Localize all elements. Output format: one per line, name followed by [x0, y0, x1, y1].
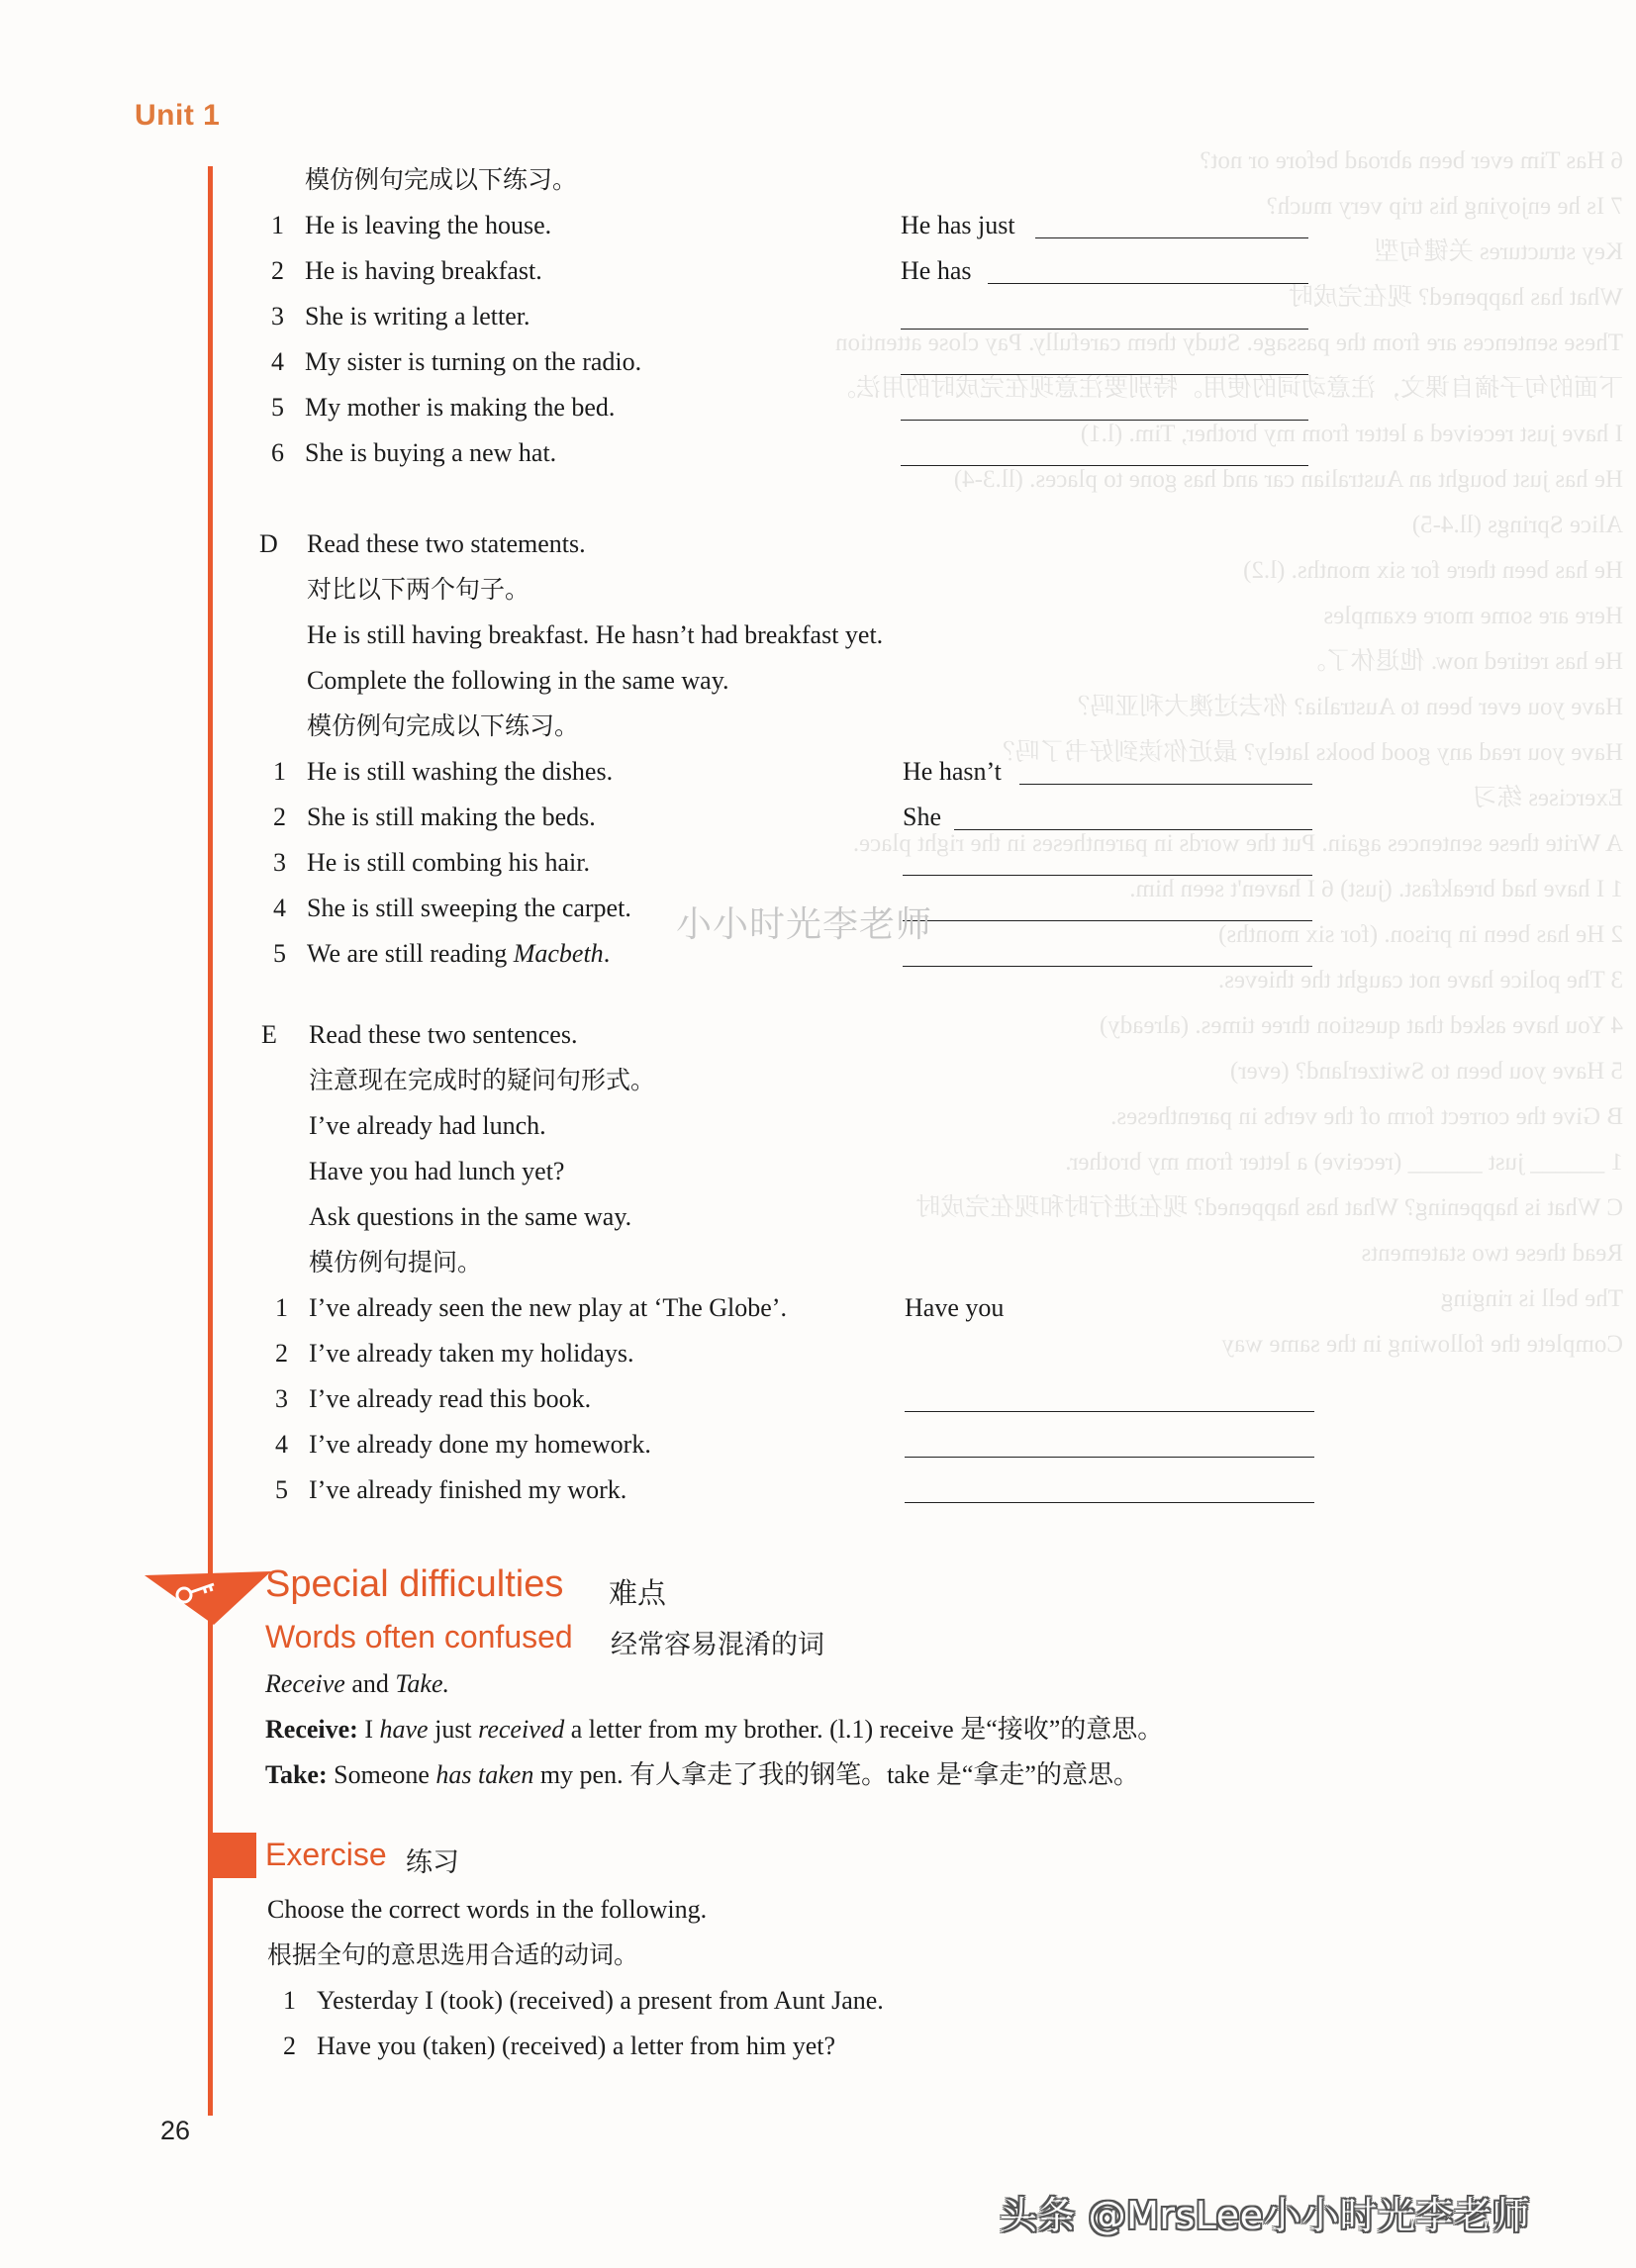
section-letter: E — [261, 1020, 277, 1049]
item-number: 1 — [275, 1293, 288, 1322]
watermark: 小小时光李老师 — [676, 904, 933, 945]
item-text: My mother is making the bed. — [305, 393, 616, 422]
exercise-marker — [211, 1833, 256, 1878]
words-confused-title-cn: 经常容易混淆的词 — [611, 1630, 824, 1660]
item-text-italic: Macbeth — [513, 939, 604, 968]
item-text: She is buying a new hat. — [305, 438, 557, 467]
key-icon — [144, 1565, 271, 1629]
item-text: Yesterday I (took) (received) a present from Aunt Jane. — [317, 1986, 884, 2015]
item-number: 2 — [275, 1339, 288, 1368]
word-a: Receive — [265, 1669, 345, 1698]
answer-blank[interactable] — [901, 374, 1308, 375]
item-number: 1 — [273, 757, 286, 786]
answer-prefix: He has just — [901, 211, 1015, 239]
receive-explanation — [265, 1714, 1163, 1746]
receive-part: a letter from my brother. (l.1) receive 是“接收”的意思。 — [564, 1715, 1164, 1744]
receive-part: I — [357, 1715, 380, 1744]
item-number: 6 — [271, 438, 284, 467]
section-e-line-6: 模仿例句提问。 — [309, 1248, 483, 1276]
item-text: He is still combing his hair. — [307, 848, 590, 877]
item-text: She is writing a letter. — [305, 302, 530, 331]
item-text: He is still washing the dishes. — [307, 757, 614, 786]
receive-part: have — [379, 1715, 429, 1744]
exercise-line-1: Choose the correct words in the following. — [267, 1895, 708, 1924]
item-number: 2 — [273, 803, 286, 831]
section-e-example-2: Have you had lunch yet? — [309, 1157, 565, 1185]
take-label: Take: — [265, 1760, 328, 1789]
exercise-title: Exercise — [265, 1837, 387, 1872]
words-confused-title: Words often confused — [265, 1619, 573, 1654]
answer-blank[interactable] — [1019, 784, 1312, 785]
item-number: 3 — [273, 848, 286, 877]
item-number: 4 — [273, 894, 286, 922]
take-part: Someone — [327, 1760, 436, 1789]
item-number: 3 — [275, 1384, 288, 1413]
item-number: 1 — [283, 1986, 296, 2015]
answer-blank[interactable] — [988, 283, 1308, 284]
section-e-line-2: 注意现在完成时的疑问句形式。 — [309, 1066, 656, 1094]
answer-blank[interactable] — [901, 465, 1308, 466]
answer-prefix: She — [903, 803, 941, 831]
take-explanation — [265, 1759, 1139, 1791]
item-number: 2 — [271, 256, 284, 285]
item-text: I’ve already seen the new play at ‘The Globe’. — [309, 1293, 787, 1322]
item-number: 5 — [273, 939, 286, 968]
item-number: 4 — [271, 347, 284, 376]
answer-blank[interactable] — [905, 1457, 1314, 1458]
section-d-line-1: Read these two statements. — [307, 529, 586, 558]
section-letter: D — [259, 529, 278, 558]
section-c-instruction: 模仿例句完成以下练习。 — [305, 165, 578, 194]
item-number: 1 — [271, 211, 284, 239]
exercise-line-2: 根据全句的意思选用合适的动词。 — [267, 1940, 639, 1969]
item-text: I’ve already finished my work. — [309, 1475, 627, 1504]
item-number: 5 — [271, 393, 284, 422]
answer-prefix: Have you — [905, 1293, 1005, 1322]
item-text: She is still making the beds. — [307, 803, 596, 831]
answer-blank[interactable] — [901, 420, 1308, 421]
special-difficulties-title-cn: 难点 — [609, 1576, 667, 1610]
item-number: 4 — [275, 1430, 288, 1459]
section-d-line-5: 模仿例句完成以下练习。 — [307, 711, 580, 740]
answer-blank[interactable] — [905, 1411, 1314, 1412]
item-text-plain: We are still reading — [307, 939, 514, 968]
receive-label: Receive: — [265, 1715, 358, 1744]
special-difficulties-title: Special difficulties — [265, 1563, 564, 1605]
section-e-line-5: Ask questions in the same way. — [309, 1202, 632, 1231]
item-text: I’ve already taken my holidays. — [309, 1339, 634, 1368]
item-text: She is still sweeping the carpet. — [307, 894, 631, 922]
section-e-example-1: I’ve already had lunch. — [309, 1111, 546, 1140]
answer-blank[interactable] — [901, 329, 1308, 330]
receive-part: just — [428, 1715, 479, 1744]
word-b: Take. — [395, 1669, 450, 1698]
answer-blank[interactable] — [905, 1502, 1314, 1503]
section-d-line-2: 对比以下两个句子。 — [307, 575, 530, 604]
item-text: He is having breakfast. — [305, 256, 542, 285]
receive-part: received — [478, 1715, 565, 1744]
bleed-through-text: 6 Has Tim ever been abroad before or not? 7 Is he enjoying his trip very much? Key structures 关键句型 What has happened? 现在完成时 These sentences are from the passage. Study them carefully. Pay close attention 下面的句子摘自课文，注意动词的使用。特别要注意现在完成时的用法。 I have just received a letter from my brother, Tim. (l.1) He has just bought an Australian car and has gone to places. (ll.3-4) Alice Springs (ll.4-5) He has been there for six months. (l.2) Here are some more examples He has retired now. 他退休了。 Have you ever been to Australia? 你去过澳大利亚吗？ Have you read any good books lately? 最近你读到好书了吗？ Exercises 练习 A Write these sentences again. Put the words in parentheses in the right place. 1 I have had breakfast. (just) 6 I haven't seen him. 2 He has been in prison. (for six months) 3 The police have not caught the thieves. 4 You have asked that question three times. (already) 5 Have you been to Switzerland? (ever) B Give the correct form of the verbs in parentheses. 1 ______ just ______ (receive) a letter from my brother. C What is happening? What has happened? 现在进行时和现在完成时 Read these two statements The bell is ringing Complete the following in the same way — [830, 147, 1623, 1358]
item-text: Have you (taken) (received) a letter from him yet? — [317, 2032, 836, 2060]
unit-label: Unit 1 — [135, 99, 221, 132]
word-and: and — [344, 1669, 396, 1698]
answer-prefix: He has — [901, 256, 972, 285]
item-number: 2 — [283, 2032, 296, 2060]
section-d-example: He is still having breakfast. He hasn’t had breakfast yet. — [307, 620, 884, 649]
answer-prefix: He hasn’t — [903, 757, 1002, 786]
answer-blank[interactable] — [1035, 237, 1308, 238]
page-number: 26 — [160, 2116, 191, 2145]
answer-blank[interactable] — [903, 966, 1312, 967]
item-text — [307, 938, 610, 970]
take-part: my pen. 有人拿走了我的钢笔。take 是“拿走”的意思。 — [533, 1760, 1139, 1789]
take-part: has taken — [435, 1760, 534, 1789]
word-pair — [265, 1668, 449, 1700]
item-text: I’ve already read this book. — [309, 1384, 592, 1413]
exercise-title-cn: 练习 — [406, 1847, 459, 1878]
item-text: He is leaving the house. — [305, 211, 552, 239]
item-text-end: . — [603, 939, 611, 968]
answer-blank[interactable] — [954, 829, 1312, 830]
credit-watermark: 头条 @MrsLee小小时光李老师 — [1000, 2194, 1531, 2237]
section-d-line-4: Complete the following in the same way. — [307, 666, 729, 695]
item-text: I’ve already done my homework. — [309, 1430, 651, 1459]
item-number: 5 — [275, 1475, 288, 1504]
answer-blank[interactable] — [903, 920, 1312, 921]
answer-blank[interactable] — [903, 875, 1312, 876]
item-number: 3 — [271, 302, 284, 331]
margin-rule — [208, 166, 213, 2116]
item-text: My sister is turning on the radio. — [305, 347, 642, 376]
section-e-line-1: Read these two sentences. — [309, 1020, 578, 1049]
